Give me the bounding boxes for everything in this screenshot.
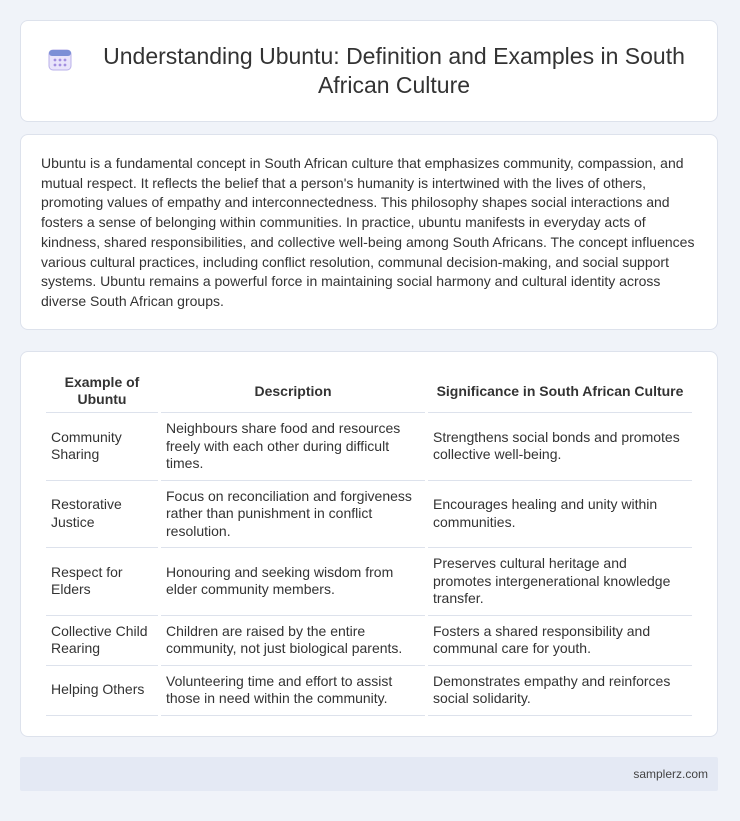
cell-significance: Demonstrates empathy and reinforces social solidarity.: [428, 666, 692, 716]
cell-description: Focus on reconciliation and forgiveness rather than punishment in conflict resolution.: [161, 481, 425, 549]
table-header-row: [46, 368, 692, 413]
cell-significance: Fosters a shared responsibility and communal care for youth.: [428, 616, 692, 666]
cell-example: Helping Others: [46, 666, 158, 716]
calendar-icon: [47, 46, 73, 72]
intro-card: [20, 134, 718, 330]
cell-example: Restorative Justice: [46, 481, 158, 549]
cell-example: Respect for Elders: [46, 548, 158, 616]
cell-description: Honouring and seeking wisdom from elder community members.: [161, 548, 425, 616]
cell-significance: Encourages healing and unity within communities.: [428, 481, 692, 549]
cell-description: Children are raised by the entire community, not just biological parents.: [161, 616, 425, 666]
cell-significance: Strengthens social bonds and promotes collective well-being.: [428, 413, 692, 481]
cell-example: Community Sharing: [46, 413, 158, 481]
table-row: [46, 666, 692, 716]
title-card: [20, 20, 718, 122]
page-title: Understanding Ubuntu: Definition and Examples in South African Culture: [103, 43, 685, 98]
cell-description: Volunteering time and effort to assist those in need within the community.: [161, 666, 425, 716]
footer: [20, 757, 718, 791]
table-row: [46, 548, 692, 616]
cell-example: Collective Child Rearing: [46, 616, 158, 666]
table-row: [46, 413, 692, 481]
footer-site-link[interactable]: samplerz.com: [633, 767, 708, 781]
column-header-significance: Significance in South African Culture: [428, 368, 692, 413]
ubuntu-table: [43, 368, 695, 716]
intro-paragraph: Ubuntu is a fundamental concept in South African culture that emphasizes community, compassion, and mutual respect. It reflects the belief that a person's humanity is intertwined with the lives of others, promoting values of empathy and interconnectedness. This philosophy shapes social interactions and fosters a sense of belonging within communities. In practice, ubuntu manifests in everyday acts of kindness, shared responsibilities, and collective well-being among South Africans. The concept influences various cultural practices, including conflict resolution, communal decision-making, and social support systems. Ubuntu remains a powerful force in maintaining social harmony and cultural identity across diverse South African groups.: [41, 155, 695, 309]
column-header-example: Example of Ubuntu: [46, 368, 158, 413]
cell-significance: Preserves cultural heritage and promotes intergenerational knowledge transfer.: [428, 548, 692, 616]
table-row: [46, 481, 692, 549]
table-row: [46, 616, 692, 666]
title-wrap: [21, 42, 717, 100]
column-header-description: Description: [161, 368, 425, 413]
table-card: [20, 351, 718, 737]
cell-description: Neighbours share food and resources freely with each other during difficult times.: [161, 413, 425, 481]
